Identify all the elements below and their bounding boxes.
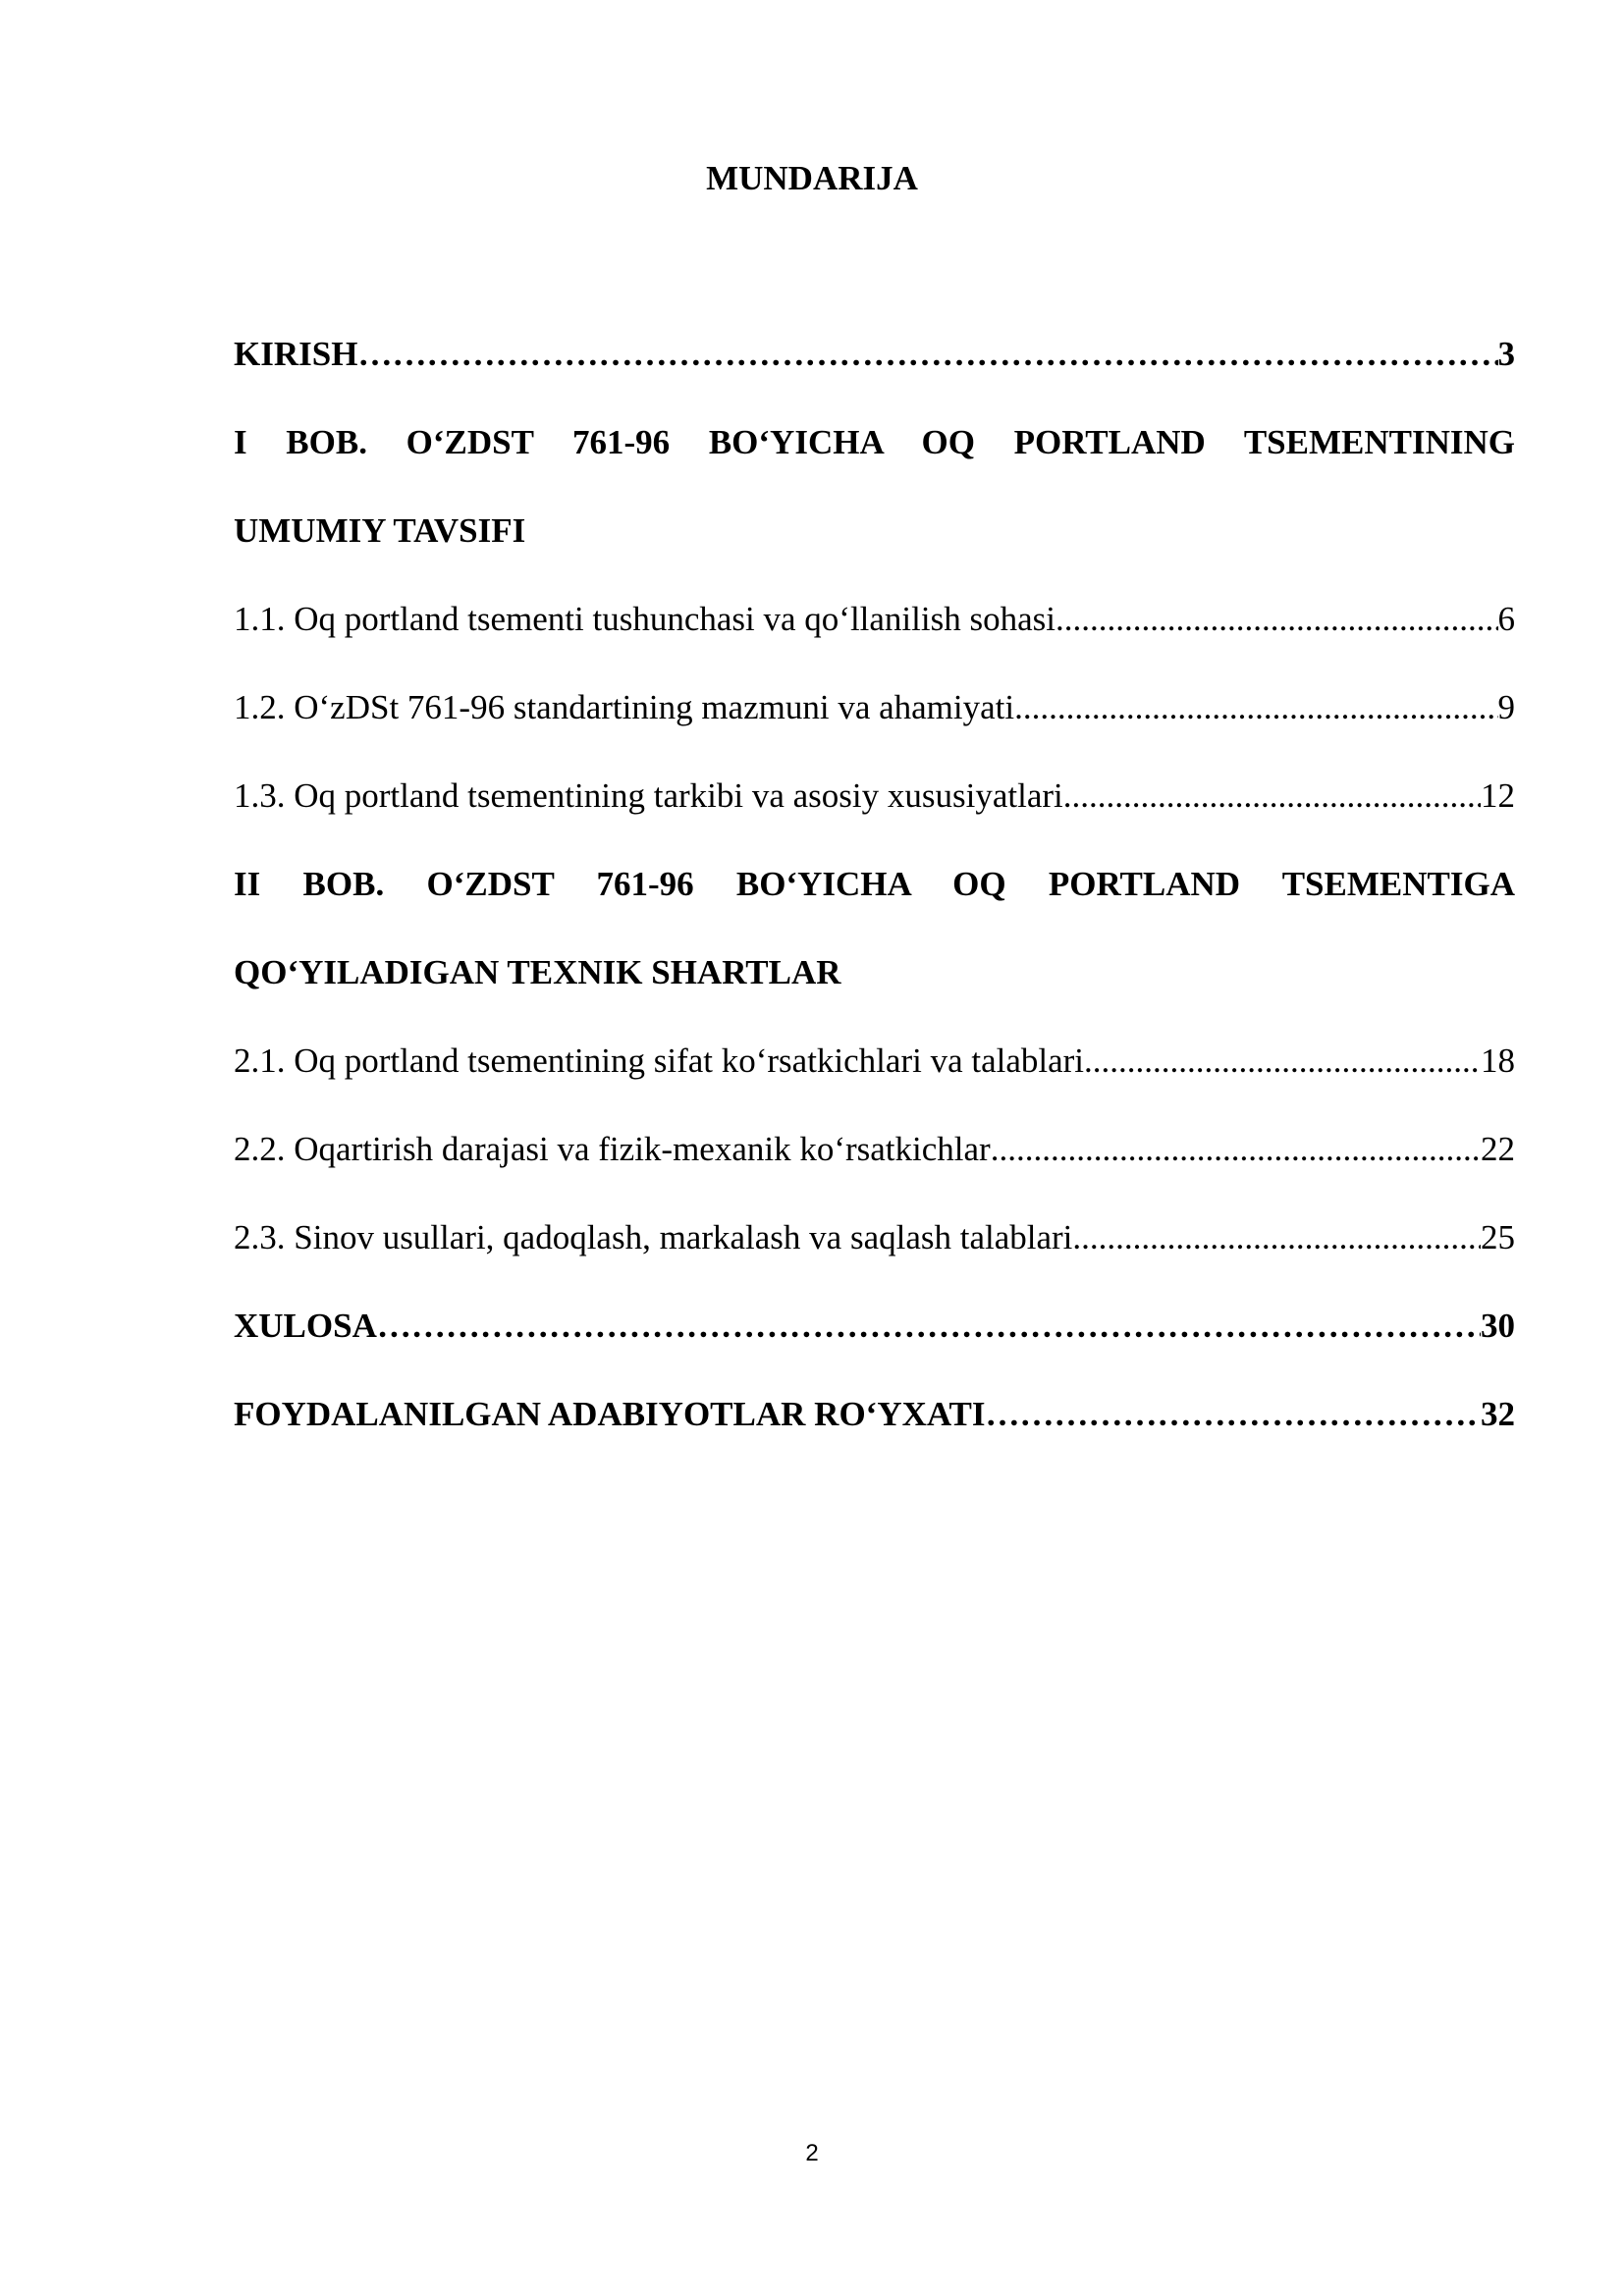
dot-leader — [1072, 1218, 1481, 1257]
dot-leader — [1063, 776, 1481, 816]
toc-page-number: 32 — [1481, 1395, 1515, 1433]
toc-entry-label: 1.1. Oq portland tsementi tushunchasi va qo‘llanilish sohasi — [234, 600, 1056, 638]
toc-page-number: 9 — [1497, 688, 1515, 726]
toc-entry-label: 2.1. Oq portland tsementining sifat ko‘rsatkichlari va talablari — [234, 1041, 1085, 1080]
toc-entry-1-2[interactable] — [234, 664, 1515, 752]
dot-leader — [986, 1395, 1481, 1434]
dot-leader — [357, 335, 1497, 374]
toc-entry-xulosa[interactable] — [234, 1282, 1515, 1370]
page-title: MUNDARIJA — [706, 159, 918, 197]
toc-chapter-1-heading-cont[interactable]: UMUMIY TAVSIFI — [234, 511, 526, 550]
toc-page-number: 12 — [1481, 776, 1515, 815]
toc-chapter-2-heading-cont[interactable]: QO‘YILADIGAN TEXNIK SHARTLAR — [234, 953, 841, 991]
toc-entry-label: 2.2. Oqartirish darajasi va fizik-mexanik ko‘rsatkichlar — [234, 1130, 991, 1168]
toc-chapter-2-heading[interactable]: II BOB. O‘ZDST 761-96 BO‘YICHA OQ PORTLAND TSEMENTIGA — [234, 865, 1515, 903]
toc-page-number: 25 — [1481, 1218, 1515, 1256]
toc-page-number: 22 — [1481, 1130, 1515, 1168]
toc-page-number: 3 — [1497, 335, 1515, 373]
table-of-contents — [234, 310, 1515, 1459]
dot-leader — [1056, 600, 1498, 639]
toc-entry-label: 1.3. Oq portland tsementining tarkibi va asosiy xususiyatlari — [234, 776, 1063, 815]
toc-entry-kirish[interactable] — [234, 310, 1515, 399]
toc-entry-label: 2.3. Sinov usullari, qadoqlash, markalash va saqlash talablari — [234, 1218, 1073, 1256]
toc-page-number: 6 — [1497, 600, 1515, 638]
toc-chapter-1-heading[interactable]: I BOB. O‘ZDST 761-96 BO‘YICHA OQ PORTLAND TSEMENTINING — [234, 423, 1515, 461]
toc-page-number: 18 — [1481, 1041, 1515, 1080]
dot-leader — [1084, 1041, 1481, 1081]
toc-entry-2-1[interactable] — [234, 1017, 1515, 1105]
toc-entry-1-3[interactable] — [234, 752, 1515, 840]
dot-leader — [377, 1307, 1481, 1346]
toc-entry-label: 1.2. O‘zDSt 761-96 standartining mazmuni va ahamiyati — [234, 688, 1015, 726]
toc-entry-label: KIRISH — [234, 335, 358, 373]
dot-leader — [991, 1130, 1481, 1169]
toc-entry-2-2[interactable] — [234, 1105, 1515, 1194]
footer-page-number: 2 — [805, 2140, 819, 2166]
toc-entry-label: FOYDALANILGAN ADABIYOTLAR RO‘YXATI — [234, 1395, 986, 1433]
toc-entry-label: XULOSA — [234, 1307, 377, 1345]
toc-entry-adabiyotlar[interactable] — [234, 1370, 1515, 1459]
toc-page-number: 30 — [1481, 1307, 1515, 1345]
toc-entry-1-1[interactable] — [234, 575, 1515, 664]
toc-entry-2-3[interactable] — [234, 1194, 1515, 1282]
dot-leader — [1014, 688, 1497, 727]
